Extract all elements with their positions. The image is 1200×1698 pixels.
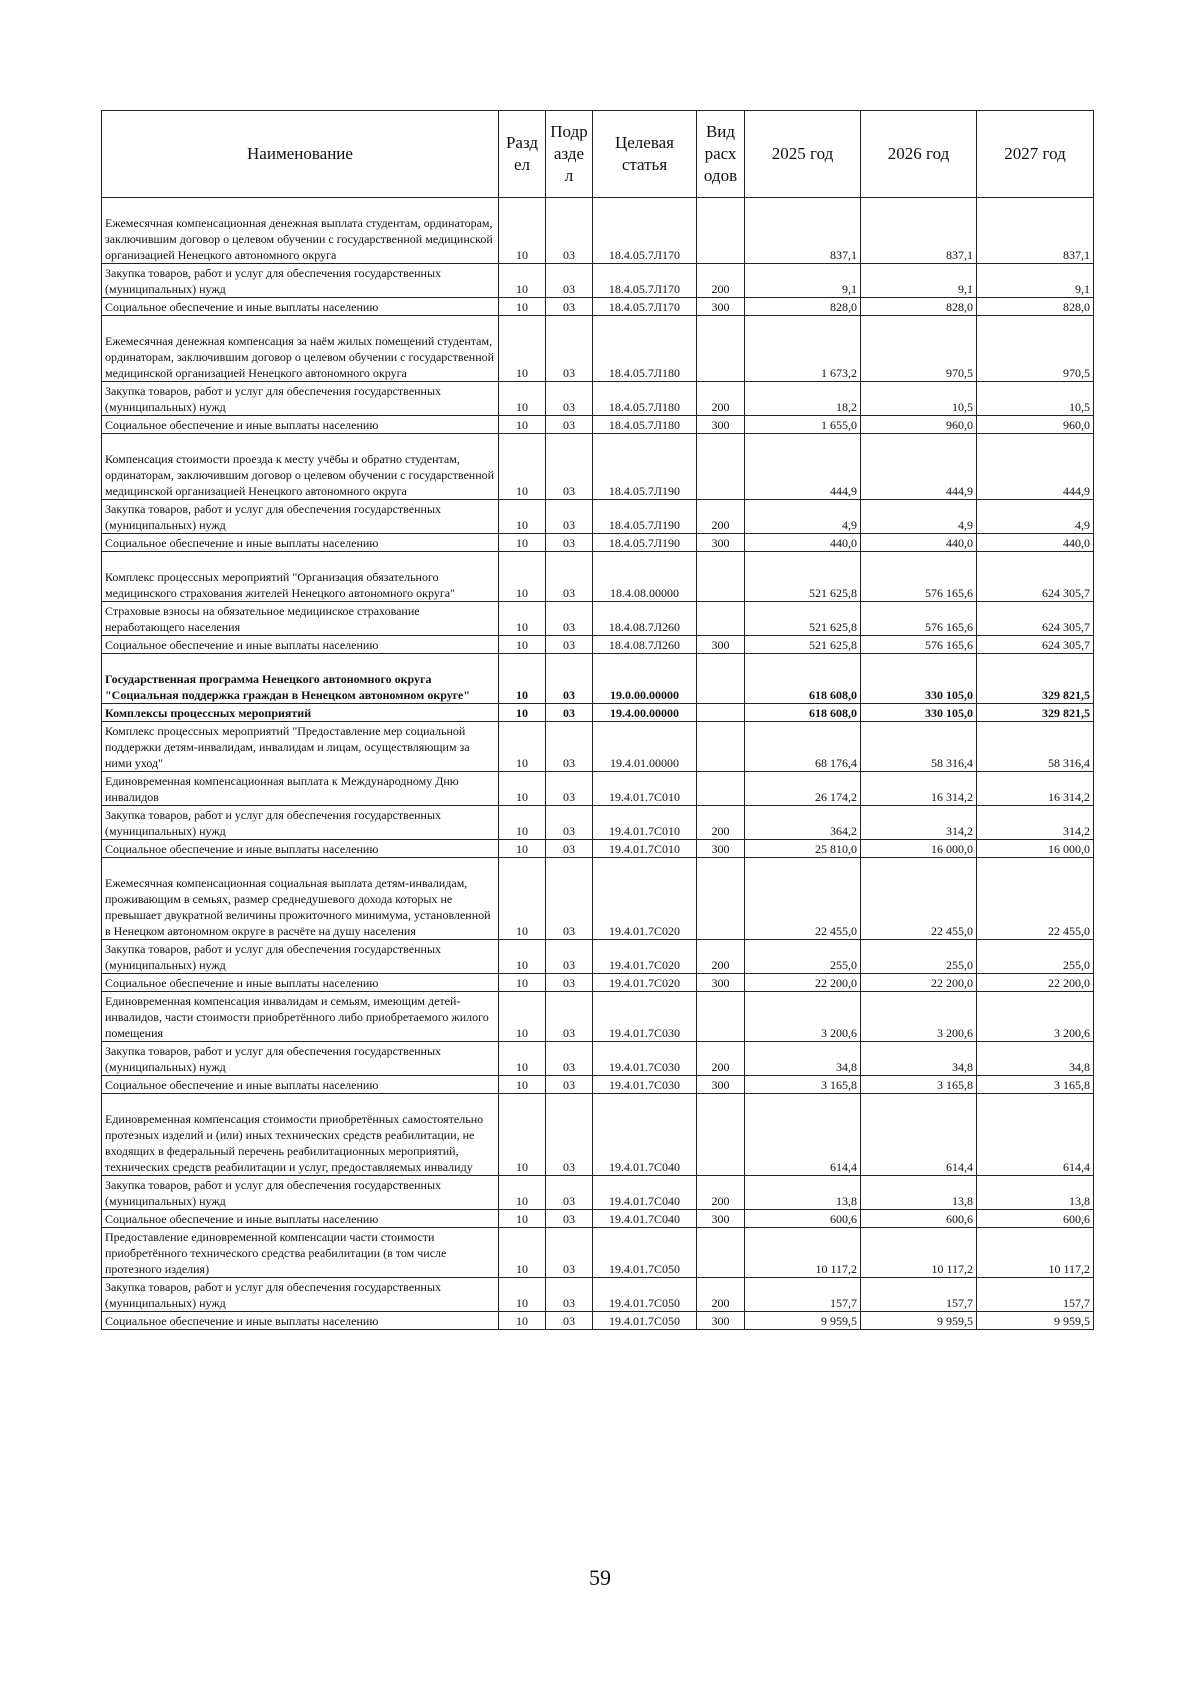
cell-name: Социальное обеспечение и иные выплаты населению [102, 974, 499, 992]
cell-razdel: 10 [499, 654, 546, 704]
cell-expense-type [697, 198, 745, 264]
table-header-row [102, 111, 1094, 198]
cell-target-article: 18.4.05.7Л170 [593, 264, 697, 298]
cell-podrazdel: 03 [546, 1228, 593, 1278]
cell-razdel: 10 [499, 382, 546, 416]
header-year-2027: 2027 год [977, 111, 1094, 198]
cell-target-article: 18.4.08.00000 [593, 552, 697, 602]
cell-name: Закупка товаров, работ и услуг для обеспечения государственных (муниципальных) нужд [102, 1042, 499, 1076]
cell-razdel: 10 [499, 1076, 546, 1094]
cell-2026: 444,9 [861, 434, 977, 500]
cell-target-article: 18.4.05.7Л190 [593, 534, 697, 552]
cell-podrazdel: 03 [546, 858, 593, 940]
cell-podrazdel: 03 [546, 1312, 593, 1330]
cell-target-article: 19.4.01.7С040 [593, 1210, 697, 1228]
cell-podrazdel: 03 [546, 316, 593, 382]
cell-2025: 9,1 [745, 264, 861, 298]
table-row [102, 704, 1094, 722]
table-row [102, 1042, 1094, 1076]
cell-2026: 10,5 [861, 382, 977, 416]
cell-name: Закупка товаров, работ и услуг для обеспечения государственных (муниципальных) нужд [102, 264, 499, 298]
cell-2025: 618 608,0 [745, 654, 861, 704]
cell-razdel: 10 [499, 722, 546, 772]
cell-2026: 314,2 [861, 806, 977, 840]
cell-name: Единовременная компенсация инвалидам и семьям, имеющим детей-инвалидов, части стоимости приобретённого либо приобретаемого жилого помещения [102, 992, 499, 1042]
cell-2025: 614,4 [745, 1094, 861, 1176]
cell-podrazdel: 03 [546, 636, 593, 654]
table-row [102, 722, 1094, 772]
cell-2026: 3 165,8 [861, 1076, 977, 1094]
cell-2027: 3 200,6 [977, 992, 1094, 1042]
cell-target-article: 19.4.01.7С010 [593, 772, 697, 806]
cell-target-article: 19.4.01.7С030 [593, 992, 697, 1042]
table-row [102, 1312, 1094, 1330]
header-expense-type: Вид расх одов [697, 111, 745, 198]
cell-2026: 22 455,0 [861, 858, 977, 940]
cell-razdel: 10 [499, 992, 546, 1042]
cell-razdel: 10 [499, 772, 546, 806]
header-razdel: Разд ел [499, 111, 546, 198]
table-row [102, 264, 1094, 298]
cell-expense-type [697, 722, 745, 772]
cell-podrazdel: 03 [546, 434, 593, 500]
cell-podrazdel: 03 [546, 602, 593, 636]
cell-2027: 3 165,8 [977, 1076, 1094, 1094]
cell-name: Ежемесячная денежная компенсация за наём жилых помещений студентам, ординаторам, заключившим договор о целевом обучении с государственной медицинской организацией Ненецкого автономного округа [102, 316, 499, 382]
cell-podrazdel: 03 [546, 992, 593, 1042]
cell-2025: 26 174,2 [745, 772, 861, 806]
cell-name: Социальное обеспечение и иные выплаты населению [102, 1312, 499, 1330]
cell-expense-type: 300 [697, 840, 745, 858]
cell-podrazdel: 03 [546, 704, 593, 722]
cell-name: Ежемесячная компенсационная денежная выплата студентам, ординаторам, заключившим договор о целевом обучении с государственной медицинской организацией Ненецкого автономного округа [102, 198, 499, 264]
cell-expense-type [697, 1094, 745, 1176]
cell-name: Закупка товаров, работ и услуг для обеспечения государственных (муниципальных) нужд [102, 1278, 499, 1312]
cell-podrazdel: 03 [546, 1210, 593, 1228]
cell-name: Закупка товаров, работ и услуг для обеспечения государственных (муниципальных) нужд [102, 1176, 499, 1210]
cell-target-article: 19.4.01.7С050 [593, 1278, 697, 1312]
table-row [102, 772, 1094, 806]
cell-expense-type: 200 [697, 264, 745, 298]
cell-expense-type: 300 [697, 534, 745, 552]
cell-name: Комплекс процессных мероприятий "Организация обязательного медицинского страхования жителей Ненецкого автономного округа" [102, 552, 499, 602]
cell-target-article: 19.4.01.7С050 [593, 1228, 697, 1278]
cell-2025: 157,7 [745, 1278, 861, 1312]
table-body [102, 198, 1094, 1330]
cell-2026: 330 105,0 [861, 704, 977, 722]
table-row [102, 416, 1094, 434]
table-row [102, 534, 1094, 552]
cell-podrazdel: 03 [546, 416, 593, 434]
cell-2026: 330 105,0 [861, 654, 977, 704]
cell-2026: 13,8 [861, 1176, 977, 1210]
cell-2026: 10 117,2 [861, 1228, 977, 1278]
cell-razdel: 10 [499, 806, 546, 840]
cell-razdel: 10 [499, 434, 546, 500]
cell-2025: 828,0 [745, 298, 861, 316]
cell-target-article: 18.4.05.7Л180 [593, 416, 697, 434]
cell-razdel: 10 [499, 416, 546, 434]
cell-razdel: 10 [499, 1312, 546, 1330]
table-row [102, 654, 1094, 704]
cell-2026: 4,9 [861, 500, 977, 534]
cell-razdel: 10 [499, 1094, 546, 1176]
cell-razdel: 10 [499, 1228, 546, 1278]
cell-2027: 22 455,0 [977, 858, 1094, 940]
cell-2026: 828,0 [861, 298, 977, 316]
header-name: Наименование [102, 111, 499, 198]
cell-target-article: 18.4.08.7Л260 [593, 602, 697, 636]
cell-2026: 16 000,0 [861, 840, 977, 858]
cell-2026: 600,6 [861, 1210, 977, 1228]
header-year-2026: 2026 год [861, 111, 977, 198]
cell-target-article: 18.4.05.7Л170 [593, 198, 697, 264]
cell-name: Закупка товаров, работ и услуг для обеспечения государственных (муниципальных) нужд [102, 940, 499, 974]
cell-expense-type [697, 772, 745, 806]
cell-expense-type: 200 [697, 382, 745, 416]
cell-2027: 314,2 [977, 806, 1094, 840]
cell-2026: 960,0 [861, 416, 977, 434]
cell-podrazdel: 03 [546, 382, 593, 416]
cell-razdel: 10 [499, 636, 546, 654]
cell-name: Социальное обеспечение и иные выплаты населению [102, 416, 499, 434]
page-number: 59 [589, 1565, 611, 1590]
cell-name: Закупка товаров, работ и услуг для обеспечения государственных (муниципальных) нужд [102, 382, 499, 416]
cell-podrazdel: 03 [546, 772, 593, 806]
cell-2027: 828,0 [977, 298, 1094, 316]
cell-name: Социальное обеспечение и иные выплаты населению [102, 1076, 499, 1094]
cell-2027: 4,9 [977, 500, 1094, 534]
table-row [102, 806, 1094, 840]
cell-target-article: 19.4.01.7С030 [593, 1042, 697, 1076]
cell-2025: 521 625,8 [745, 552, 861, 602]
cell-2025: 255,0 [745, 940, 861, 974]
cell-2027: 624 305,7 [977, 636, 1094, 654]
cell-2025: 18,2 [745, 382, 861, 416]
table-row [102, 602, 1094, 636]
cell-target-article: 19.4.01.7С050 [593, 1312, 697, 1330]
cell-2027: 10,5 [977, 382, 1094, 416]
table-row [102, 974, 1094, 992]
cell-expense-type: 300 [697, 974, 745, 992]
cell-podrazdel: 03 [546, 654, 593, 704]
table-row [102, 858, 1094, 940]
budget-table [101, 110, 1094, 1330]
cell-2027: 10 117,2 [977, 1228, 1094, 1278]
cell-razdel: 10 [499, 1176, 546, 1210]
cell-name: Предоставление единовременной компенсации части стоимости приобретённого технического средства реабилитации (в том числе протезного изделия) [102, 1228, 499, 1278]
cell-razdel: 10 [499, 298, 546, 316]
cell-target-article: 18.4.05.7Л190 [593, 500, 697, 534]
cell-2025: 13,8 [745, 1176, 861, 1210]
cell-razdel: 10 [499, 858, 546, 940]
cell-2026: 576 165,6 [861, 602, 977, 636]
cell-2026: 440,0 [861, 534, 977, 552]
cell-podrazdel: 03 [546, 1094, 593, 1176]
cell-2027: 600,6 [977, 1210, 1094, 1228]
cell-razdel: 10 [499, 500, 546, 534]
header-year-2025: 2025 год [745, 111, 861, 198]
cell-2027: 624 305,7 [977, 602, 1094, 636]
cell-expense-type: 300 [697, 636, 745, 654]
cell-2027: 13,8 [977, 1176, 1094, 1210]
cell-expense-type [697, 316, 745, 382]
cell-2026: 576 165,6 [861, 636, 977, 654]
cell-2027: 444,9 [977, 434, 1094, 500]
cell-2025: 22 200,0 [745, 974, 861, 992]
cell-name: Социальное обеспечение и иные выплаты населению [102, 636, 499, 654]
cell-2026: 837,1 [861, 198, 977, 264]
cell-2025: 618 608,0 [745, 704, 861, 722]
cell-2025: 521 625,8 [745, 636, 861, 654]
cell-razdel: 10 [499, 264, 546, 298]
cell-razdel: 10 [499, 552, 546, 602]
cell-2025: 10 117,2 [745, 1228, 861, 1278]
cell-2025: 1 655,0 [745, 416, 861, 434]
table-row [102, 552, 1094, 602]
cell-2027: 9,1 [977, 264, 1094, 298]
cell-target-article: 19.4.00.00000 [593, 704, 697, 722]
cell-target-article: 19.4.01.7С010 [593, 840, 697, 858]
cell-2027: 614,4 [977, 1094, 1094, 1176]
cell-expense-type [697, 654, 745, 704]
cell-2026: 9,1 [861, 264, 977, 298]
cell-2027: 34,8 [977, 1042, 1094, 1076]
cell-podrazdel: 03 [546, 974, 593, 992]
cell-2026: 58 316,4 [861, 722, 977, 772]
cell-target-article: 19.4.01.7С040 [593, 1094, 697, 1176]
cell-podrazdel: 03 [546, 806, 593, 840]
header-podrazdel: Подр азде л [546, 111, 593, 198]
cell-name: Комплексы процессных мероприятий [102, 704, 499, 722]
cell-name: Социальное обеспечение и иные выплаты населению [102, 298, 499, 316]
cell-razdel: 10 [499, 940, 546, 974]
cell-podrazdel: 03 [546, 298, 593, 316]
cell-2025: 521 625,8 [745, 602, 861, 636]
cell-podrazdel: 03 [546, 940, 593, 974]
cell-target-article: 18.4.08.7Л260 [593, 636, 697, 654]
table-row [102, 1094, 1094, 1176]
cell-2026: 34,8 [861, 1042, 977, 1076]
cell-2025: 1 673,2 [745, 316, 861, 382]
cell-2026: 157,7 [861, 1278, 977, 1312]
cell-razdel: 10 [499, 974, 546, 992]
cell-2027: 58 316,4 [977, 722, 1094, 772]
cell-2027: 22 200,0 [977, 974, 1094, 992]
cell-razdel: 10 [499, 1042, 546, 1076]
cell-name: Государственная программа Ненецкого автономного округа "Социальная поддержка граждан в Ненецком автономном округе" [102, 654, 499, 704]
cell-name: Социальное обеспечение и иные выплаты населению [102, 534, 499, 552]
table-row [102, 940, 1094, 974]
cell-2027: 970,5 [977, 316, 1094, 382]
cell-expense-type [697, 992, 745, 1042]
cell-2025: 440,0 [745, 534, 861, 552]
table-row [102, 198, 1094, 264]
cell-expense-type: 300 [697, 1076, 745, 1094]
table-row [102, 382, 1094, 416]
cell-podrazdel: 03 [546, 264, 593, 298]
table-row [102, 434, 1094, 500]
table-row [102, 1210, 1094, 1228]
cell-target-article: 19.4.01.7С020 [593, 858, 697, 940]
cell-name: Социальное обеспечение и иные выплаты населению [102, 1210, 499, 1228]
cell-2025: 68 176,4 [745, 722, 861, 772]
cell-expense-type: 200 [697, 1278, 745, 1312]
table-row [102, 316, 1094, 382]
cell-podrazdel: 03 [546, 552, 593, 602]
cell-2027: 16 314,2 [977, 772, 1094, 806]
cell-name: Закупка товаров, работ и услуг для обеспечения государственных (муниципальных) нужд [102, 806, 499, 840]
cell-expense-type [697, 434, 745, 500]
cell-target-article: 18.4.05.7Л180 [593, 316, 697, 382]
table-row [102, 500, 1094, 534]
cell-name: Единовременная компенсация стоимости приобретённых самостоятельно протезных изделий и (или) иных технических средств реабилитации, не входящих в федеральный перечень реабилитационных мероприятий, технических средств реабилитации и услуг, предоставляемых инвалиду [102, 1094, 499, 1176]
cell-2026: 614,4 [861, 1094, 977, 1176]
cell-2025: 364,2 [745, 806, 861, 840]
cell-expense-type [697, 858, 745, 940]
cell-razdel: 10 [499, 198, 546, 264]
cell-target-article: 19.4.01.7С030 [593, 1076, 697, 1094]
cell-expense-type: 300 [697, 298, 745, 316]
cell-2025: 25 810,0 [745, 840, 861, 858]
cell-2027: 624 305,7 [977, 552, 1094, 602]
cell-podrazdel: 03 [546, 1076, 593, 1094]
cell-expense-type: 200 [697, 500, 745, 534]
cell-2027: 16 000,0 [977, 840, 1094, 858]
cell-2025: 837,1 [745, 198, 861, 264]
cell-2026: 16 314,2 [861, 772, 977, 806]
cell-podrazdel: 03 [546, 840, 593, 858]
cell-target-article: 18.4.05.7Л190 [593, 434, 697, 500]
table-row [102, 1228, 1094, 1278]
cell-2025: 9 959,5 [745, 1312, 861, 1330]
table-row [102, 840, 1094, 858]
cell-2027: 329 821,5 [977, 704, 1094, 722]
cell-2025: 3 200,6 [745, 992, 861, 1042]
cell-razdel: 10 [499, 1210, 546, 1228]
cell-expense-type [697, 1228, 745, 1278]
cell-2026: 255,0 [861, 940, 977, 974]
cell-expense-type [697, 704, 745, 722]
cell-razdel: 10 [499, 840, 546, 858]
cell-2025: 444,9 [745, 434, 861, 500]
cell-expense-type: 200 [697, 1176, 745, 1210]
cell-podrazdel: 03 [546, 198, 593, 264]
cell-podrazdel: 03 [546, 722, 593, 772]
cell-2027: 9 959,5 [977, 1312, 1094, 1330]
cell-2027: 960,0 [977, 416, 1094, 434]
cell-expense-type [697, 602, 745, 636]
cell-podrazdel: 03 [546, 1278, 593, 1312]
cell-target-article: 19.4.01.7С010 [593, 806, 697, 840]
table-row [102, 298, 1094, 316]
cell-expense-type: 200 [697, 940, 745, 974]
cell-target-article: 19.4.01.00000 [593, 722, 697, 772]
cell-2027: 440,0 [977, 534, 1094, 552]
cell-2026: 3 200,6 [861, 992, 977, 1042]
table-row [102, 1278, 1094, 1312]
cell-2025: 34,8 [745, 1042, 861, 1076]
cell-expense-type: 300 [697, 1210, 745, 1228]
cell-razdel: 10 [499, 534, 546, 552]
cell-name: Компенсация стоимости проезда к месту учёбы и обратно студентам, ординаторам, заключившим договор о целевом обучении с государственной медицинской организацией Ненецкого автономного округа [102, 434, 499, 500]
cell-2026: 576 165,6 [861, 552, 977, 602]
cell-2026: 22 200,0 [861, 974, 977, 992]
cell-name: Ежемесячная компенсационная социальная выплата детям-инвалидам, проживающим в семьях, размер среднедушевого дохода которых не превышает двукратной величины прожиточного минимума, установленной в Ненецком автономном округе в расчёте на душу населения [102, 858, 499, 940]
cell-2025: 4,9 [745, 500, 861, 534]
cell-expense-type: 300 [697, 416, 745, 434]
cell-name: Единовременная компенсационная выплата к Международному Дню инвалидов [102, 772, 499, 806]
cell-target-article: 19.4.01.7С020 [593, 974, 697, 992]
cell-target-article: 19.4.01.7С040 [593, 1176, 697, 1210]
cell-target-article: 19.4.01.7С020 [593, 940, 697, 974]
cell-target-article: 18.4.05.7Л180 [593, 382, 697, 416]
cell-name: Страховые взносы на обязательное медицинское страхование неработающего населения [102, 602, 499, 636]
table-row [102, 636, 1094, 654]
cell-expense-type: 200 [697, 806, 745, 840]
cell-razdel: 10 [499, 704, 546, 722]
table-row [102, 1176, 1094, 1210]
cell-name: Комплекс процессных мероприятий "Предоставление мер социальной поддержки детям-инвалидам, инвалидам и лицам, осуществляющим за ними уход" [102, 722, 499, 772]
cell-target-article: 18.4.05.7Л170 [593, 298, 697, 316]
cell-razdel: 10 [499, 602, 546, 636]
cell-podrazdel: 03 [546, 1042, 593, 1076]
cell-2027: 255,0 [977, 940, 1094, 974]
cell-podrazdel: 03 [546, 1176, 593, 1210]
cell-podrazdel: 03 [546, 534, 593, 552]
header-target-article: Целевая статья [593, 111, 697, 198]
table-row [102, 992, 1094, 1042]
cell-2027: 157,7 [977, 1278, 1094, 1312]
cell-name: Закупка товаров, работ и услуг для обеспечения государственных (муниципальных) нужд [102, 500, 499, 534]
cell-2026: 970,5 [861, 316, 977, 382]
cell-2025: 3 165,8 [745, 1076, 861, 1094]
cell-name: Социальное обеспечение и иные выплаты населению [102, 840, 499, 858]
cell-target-article: 19.0.00.00000 [593, 654, 697, 704]
cell-2027: 837,1 [977, 198, 1094, 264]
table-row [102, 1076, 1094, 1094]
cell-expense-type: 200 [697, 1042, 745, 1076]
cell-2025: 22 455,0 [745, 858, 861, 940]
cell-podrazdel: 03 [546, 500, 593, 534]
cell-expense-type: 300 [697, 1312, 745, 1330]
cell-expense-type [697, 552, 745, 602]
cell-2025: 600,6 [745, 1210, 861, 1228]
cell-razdel: 10 [499, 316, 546, 382]
cell-2026: 9 959,5 [861, 1312, 977, 1330]
cell-2027: 329 821,5 [977, 654, 1094, 704]
cell-razdel: 10 [499, 1278, 546, 1312]
